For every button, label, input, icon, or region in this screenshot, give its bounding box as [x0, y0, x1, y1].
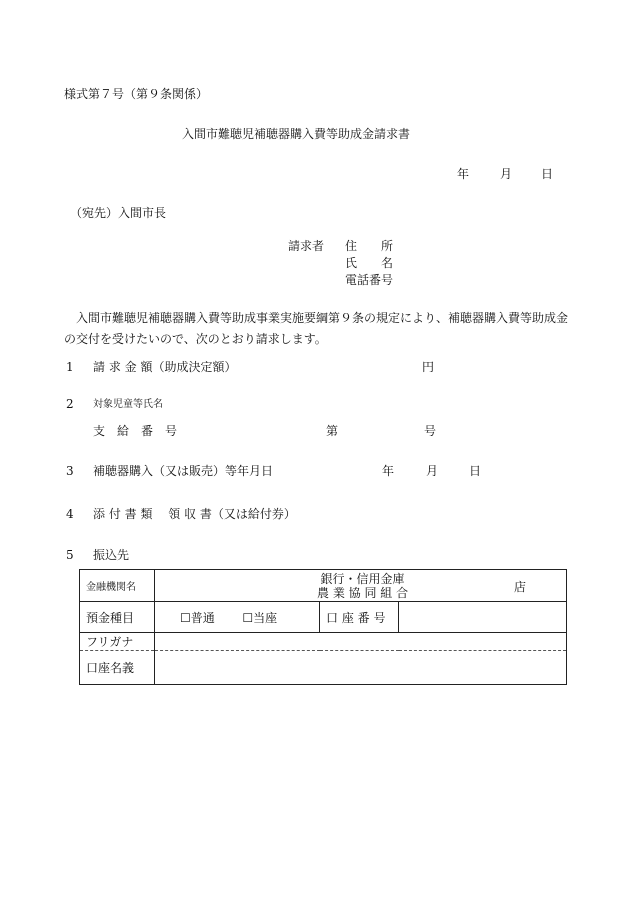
furigana-label: フリガナ	[86, 635, 134, 649]
requester-name-label: 氏 名	[345, 256, 394, 270]
item3-year: 年	[382, 464, 395, 478]
bank-institution-row	[80, 570, 567, 602]
ordinary-checkbox[interactable]: ☐普通	[180, 610, 215, 625]
item3-label: 補聴器購入（又は販売）等年月日	[93, 464, 274, 478]
item3-month: 月	[426, 464, 439, 478]
item4-number: 4	[66, 507, 74, 521]
account-number-label: 口 座 番 号	[326, 610, 386, 625]
body-paragraph	[64, 308, 574, 350]
bank-line2: 農 業 協 同 組 合	[317, 586, 409, 600]
requester-address-label: 住 所	[345, 239, 394, 253]
item2-sub-label: 支 給 番 号	[93, 424, 178, 438]
deposit-type-options-cell	[155, 602, 320, 633]
body-text: 入間市難聴児補聴器購入費等助成事業実施要綱第９条の規定により、補聴器購入費等助成金の交付を受けたいので、次のとおり請求します。	[64, 311, 569, 346]
branch-label: 店	[514, 580, 527, 594]
account-name-row	[80, 651, 567, 685]
deposit-type-label-cell	[80, 602, 155, 633]
form-number: 様式第７号（第９条関係）	[64, 87, 209, 101]
deposit-type-row	[80, 602, 567, 633]
item1-label: 請 求 金 額（助成決定額）	[93, 360, 237, 374]
date-day-label: 日	[541, 167, 554, 181]
account-number-value-cell[interactable]	[399, 602, 567, 633]
requester-label: 請求者	[288, 239, 325, 253]
furigana-label-cell	[80, 633, 155, 651]
date-year-label: 年	[457, 167, 470, 181]
item5-label: 振込先	[93, 548, 130, 562]
date-month-label: 月	[500, 167, 513, 181]
account-name-label: 口座名義	[86, 661, 135, 675]
item5-number: 5	[66, 548, 74, 562]
requester-phone-label: 電話番号	[345, 273, 394, 287]
institution-value-cell[interactable]	[155, 570, 567, 602]
document-title: 入間市難聴児補聴器購入費等助成金請求書	[182, 127, 411, 141]
account-name-label-cell	[80, 651, 155, 685]
bank-transfer-table	[79, 569, 567, 685]
account-number-label-cell	[320, 602, 399, 633]
item4-label: 添 付 書 類 領 収 書（又は給付券）	[93, 507, 296, 521]
addressee: （宛先）入間市長	[70, 206, 167, 220]
bank-line1: 銀行・信用金庫	[320, 572, 405, 586]
item2-label: 対象児童等氏名	[93, 399, 163, 410]
item1-unit: 円	[422, 360, 435, 374]
item2-dai: 第	[326, 424, 339, 438]
item1-number: 1	[66, 360, 74, 374]
deposit-type-label: 預金種目	[86, 610, 135, 625]
account-name-value-cell[interactable]	[155, 651, 567, 685]
institution-label: 金融機関名	[86, 582, 136, 593]
item2-go: 号	[424, 424, 437, 438]
item2-number: 2	[66, 397, 74, 411]
furigana-row	[80, 633, 567, 651]
institution-label-cell	[80, 570, 155, 602]
item3-number: 3	[66, 464, 74, 478]
furigana-value-cell[interactable]	[155, 633, 567, 651]
item3-day: 日	[469, 464, 482, 478]
current-checkbox[interactable]: ☐当座	[242, 610, 278, 625]
